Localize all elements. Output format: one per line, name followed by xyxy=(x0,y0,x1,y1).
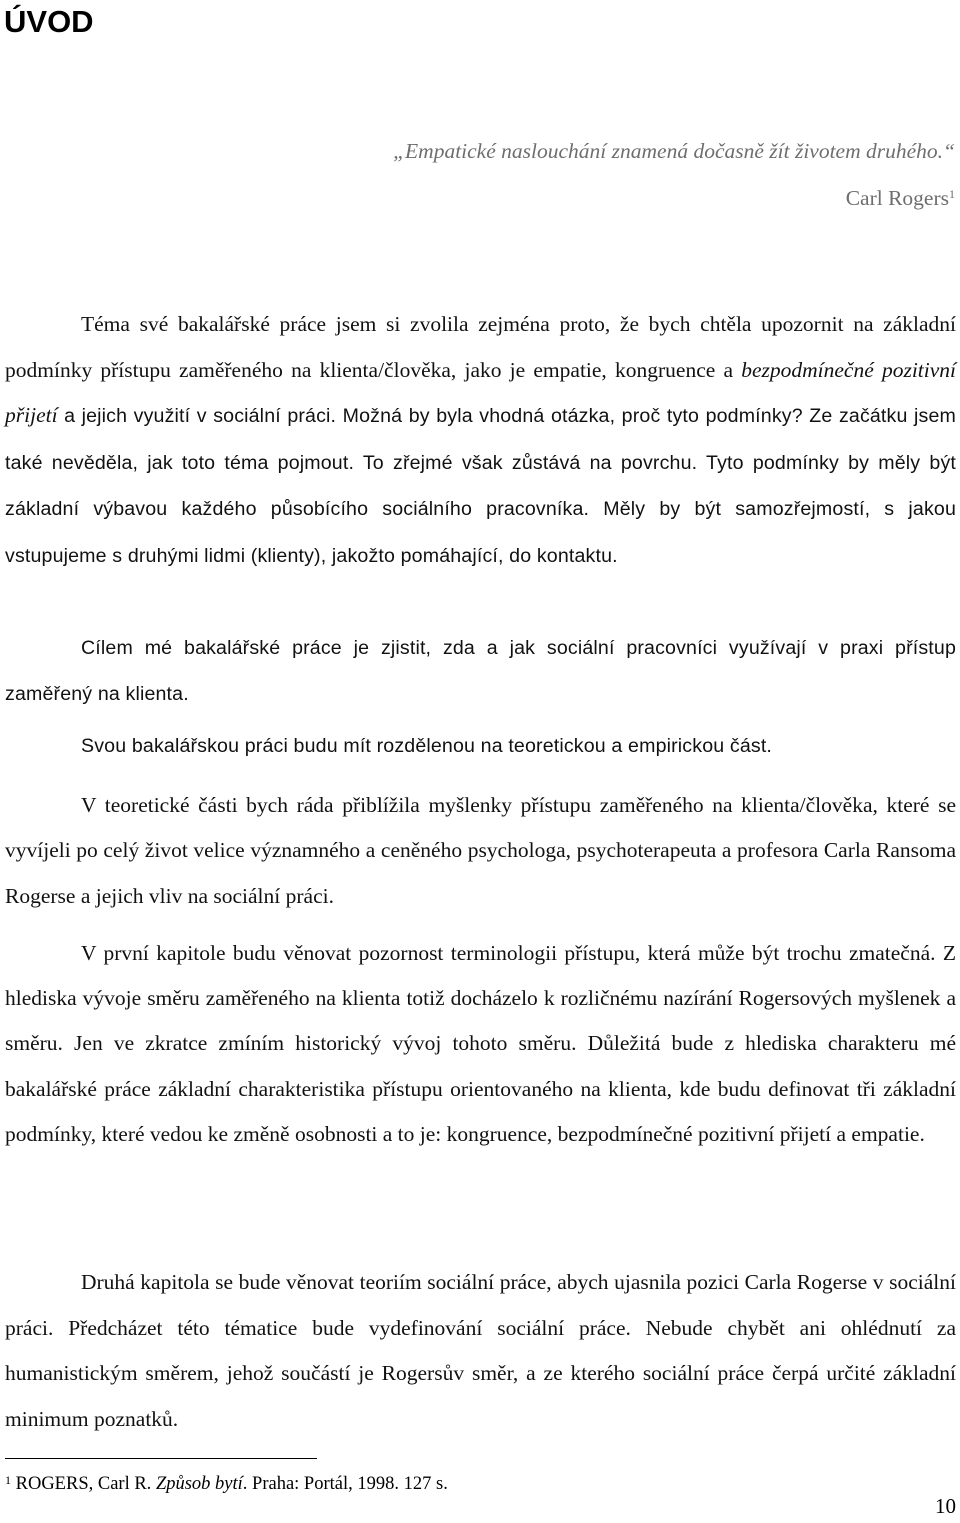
paragraph-text: Možná by byla vhodná otázka, proč tyto podmínky? xyxy=(342,405,810,428)
footnote-author: ROGERS, Carl R. xyxy=(15,1474,156,1494)
chapter-heading: ÚVOD xyxy=(4,4,94,39)
paragraph-text: Téma své bakalářské práce jsem si zvolila zejména proto, že bych chtěla upozornit na základní podmínky přístupu zaměřeného na klienta/člověka, jako je empatie, kongruence a xyxy=(5,312,956,382)
paragraph-text: Jen ve zkratce zmíním historický vývoj tohoto směru. xyxy=(74,1031,588,1056)
paragraph-text: V první kapitole budu věnovat pozornost terminologii přístupu, která může být trochu zmatečná. xyxy=(81,941,943,965)
motto-author-name: Carl Rogers xyxy=(845,186,949,210)
paragraph-text: Ze začátku jsem také nevěděla, jak toto téma pojmout. xyxy=(5,405,956,474)
paragraph-text: Důležitá bude z hlediska charakteru mé bakalářské práce základní charakteristika přístupu orientovaného na klienta, kde budu definovat tři základní podmínky, které vedou ke změně osobnosti a to je: kongruence, bezpodmínečné pozitivní přijetí a empatie. xyxy=(5,1031,956,1146)
paragraph-thesis-goal: Cílem mé bakalářské práce je zjistit, zda a jak sociální pracovníci využívají v praxi přístup zaměřený na klienta. xyxy=(5,637,956,705)
footnote-title: Způsob bytí xyxy=(155,1474,243,1494)
footnote-separator xyxy=(5,1458,317,1459)
footnote-number: 1 xyxy=(5,1473,11,1487)
paragraph-text: To zřejmé však zůstává na povrchu. xyxy=(362,451,707,474)
paragraph-theoretical-part: V teoretické části bych ráda přiblížila myšlenky přístupu zaměřeného na klienta/člověka, které se vyvíjeli po celý život velice významného a ceněného psychologa, psychoterapeuta a profesora Carla Ransoma Rogerse a jejich vliv na sociální práci. xyxy=(5,793,956,908)
footnote-publication: . Praha: Portál, 1998. 127 s. xyxy=(242,1474,448,1494)
paragraph-text: Z hlediska vývoje směru zaměřeného na klienta totiž docházelo k rozličnému nazírání Rogersových myšlenek a směru. xyxy=(5,941,956,1056)
paragraph-text: a jejich využití v sociální práci. xyxy=(57,405,343,428)
emphasized-term: bezpodmínečné pozitivní přijetí xyxy=(5,357,957,428)
paragraph-second-chapter: Druhá kapitola se bude věnovat teoriím sociální práce, abych ujasnila pozici Carla Rogerse v sociální práci. Předcházet této tématice bude vydefinování sociální práce. Nebude chybět ani ohlédnutí za humanistickým směrem, jehož součástí je Rogersův směr, a ze kterého sociální práce čerpá určité základní minimum poznatků. xyxy=(5,1270,956,1431)
footnote xyxy=(5,1471,448,1497)
motto-quote: „Empatické naslouchání znamená dočasně žít životem druhého.“ xyxy=(393,139,955,163)
paragraph-text: Měly by být samozřejmostí, s jakou vstupujeme s druhými lidmi (klienty), jakožto pomáhající, do kontaktu. xyxy=(5,498,956,567)
footnote-reference: 1 xyxy=(949,187,955,201)
paragraph-thesis-structure: Svou bakalářskou práci budu mít rozdělenou na teoretickou a empirickou část. xyxy=(81,735,773,757)
paragraph-text: Tyto podmínky by měly být základní výbavou každého působícího sociálního pracovníka. xyxy=(5,451,956,521)
motto-author xyxy=(846,183,955,213)
page-number: 10 xyxy=(935,1494,956,1518)
paragraph-first-chapter xyxy=(5,931,956,1157)
paragraph-topic-choice xyxy=(5,302,956,580)
